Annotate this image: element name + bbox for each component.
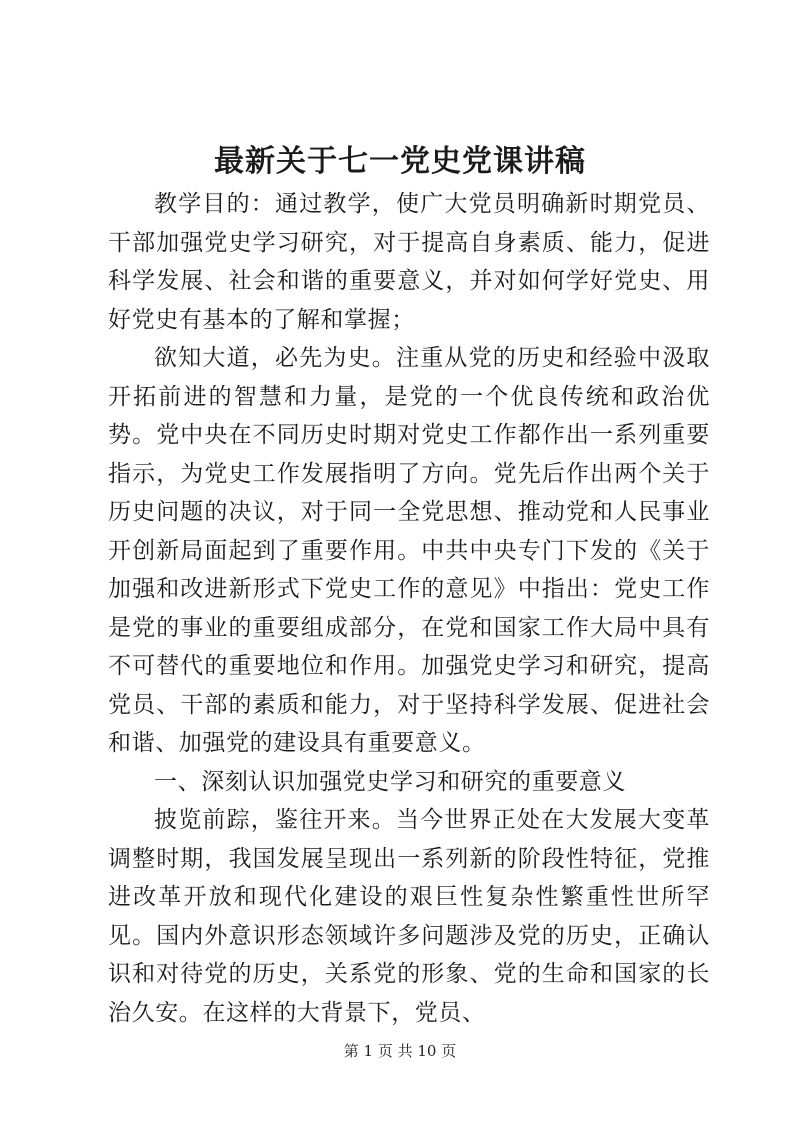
paragraph-objective: 教学目的：通过教学，使广大党员明确新时期党员、干部加强党史学习研究，对于提高自身素质、能力，促进科学发展、社会和谐的重要意义，并对如何学好党史、用好党史有基本的了解和掌握； <box>108 191 710 333</box>
document-body <box>108 185 710 1032</box>
document-title: 最新关于七一党史党课讲稿 <box>214 144 586 179</box>
paragraph-intro: 欲知大道，必先为史。注重从党的历史和经验中汲取开拓前进的智慧和力量，是党的一个优良传统和政治优势。党中央在不同历史时期对党史工作都作出一系列重要指示，为党史工作发展指明了方向。党先后作出两个关于历史问题的决议，对于同一全党思想、推动党和人民事业开创新局面起到了重要作用。中共中央专门下发的《关于加强和改进新形式下党史工作的意见》中指出：党史工作是党的事业的重要组成部分，在党和国家工作大局中具有不可替代的重要地位和作用。加强党史学习和研究，提高党员、干部的素质和能力，对于坚持科学发展、促进社会和谐、加强党的建设具有重要意义。 <box>108 345 710 756</box>
page-number-footer: 第 1 页 共 10 页 <box>343 1042 457 1060</box>
paragraph-section-1: 披览前踪，鉴往开来。当今世界正处在大发展大变革调整时期，我国发展呈现出一系列新的阶段性特征，党推进改革开放和现代化建设的艰巨性复杂性繁重性世所罕见。国内外意识形态领域许多问题涉及党的历史，正确认识和对待党的历史，关系党的形象、党的生命和国家的长治久安。在这样的大背景下，党员、 <box>108 807 710 1026</box>
section-heading-1: 一、深刻认识加强党史学习和研究的重要意义 <box>154 768 626 795</box>
